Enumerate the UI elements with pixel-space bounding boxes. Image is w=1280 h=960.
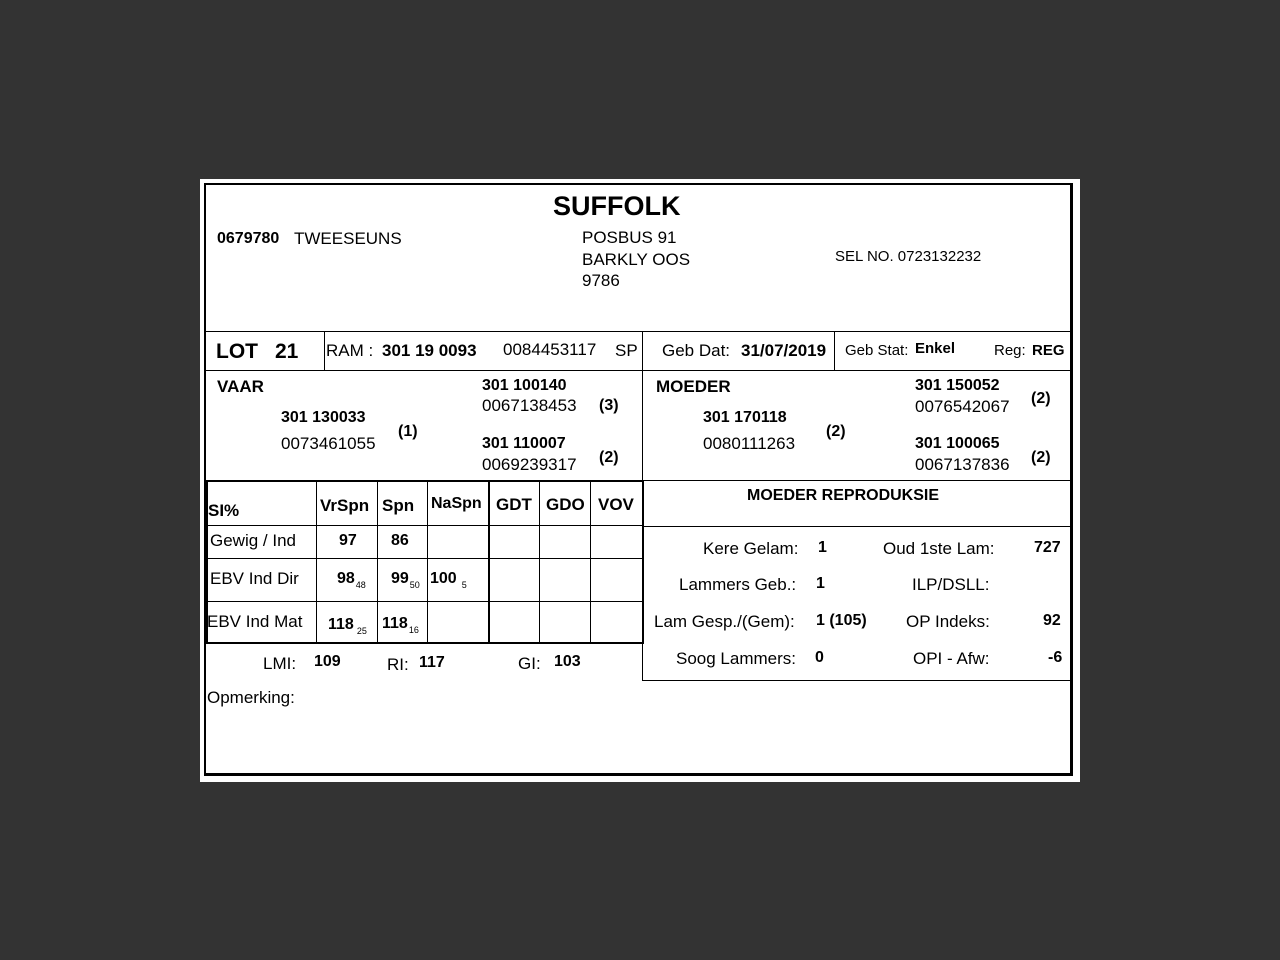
si-row-vrspn: [328, 617, 367, 636]
lammers-geb-label: Lammers Geb.:: [679, 575, 797, 594]
gi-label: GI:: [518, 654, 541, 673]
divider: [206, 525, 644, 526]
moeder-label: MOEDER: [656, 377, 731, 396]
si-row-label: EBV Ind Mat: [207, 612, 303, 631]
si-row-spn: [382, 616, 419, 635]
sel-number: SEL NO. 0723132232: [835, 248, 982, 265]
ram-suffix: SP: [615, 341, 638, 360]
divider: [206, 601, 644, 602]
oud-1ste-lam-label: Oud 1ste Lam:: [883, 539, 995, 558]
lmi-label: LMI:: [263, 654, 297, 673]
si-value-sub: 5: [461, 580, 467, 590]
reg-value: REG: [1032, 342, 1065, 359]
moeder-id: 301 170118: [703, 409, 787, 426]
lot-label: LOT: [216, 340, 258, 363]
divider: [488, 481, 490, 643]
si-row-naspn: [430, 571, 467, 590]
geb-stat-value: Enkel: [915, 340, 956, 357]
si-header-gdo: GDO: [546, 495, 585, 514]
si-header-spn: Spn: [382, 496, 415, 515]
si-header-naspn: NaSpn: [431, 495, 482, 512]
lammers-geb-value: 1: [816, 575, 825, 592]
si-value-sub: 25: [356, 626, 367, 636]
si-header-gdt: GDT: [496, 495, 532, 514]
si-header-vrspn: VrSpn: [320, 496, 370, 515]
lmi-value: 109: [314, 653, 341, 670]
reg-label: Reg:: [994, 342, 1026, 359]
divider: [590, 481, 591, 643]
si-value-sub: 16: [408, 625, 419, 635]
divider: [834, 331, 835, 370]
moeder-sire-code: 0076542067: [915, 397, 1010, 416]
divider: [206, 370, 1070, 371]
vaar-grade: (1): [398, 423, 418, 440]
ilp-dsll-label: ILP/DSLL:: [912, 575, 990, 594]
opmerking-label: Opmerking:: [207, 688, 295, 707]
si-header-vov: VOV: [598, 495, 634, 514]
divider: [642, 481, 644, 643]
ram-id: 301 19 0093: [382, 341, 477, 360]
op-indeks-label: OP Indeks:: [906, 612, 990, 631]
si-value: 98: [337, 570, 355, 587]
si-value: 99: [391, 570, 409, 587]
gi-value: 103: [554, 653, 581, 670]
vaar-dam-id: 301 110007: [482, 435, 566, 452]
ri-value: 117: [419, 654, 445, 671]
vaar-dam-code: 0069239317: [482, 455, 577, 474]
divider: [206, 331, 1070, 332]
si-row-vrspn: 97: [339, 532, 357, 549]
geb-dat-label: Geb Dat:: [662, 341, 731, 360]
ram-code: 0084453117: [503, 340, 597, 359]
owner-address-line1: POSBUS 91: [582, 228, 677, 247]
soog-lammers-value: 0: [815, 649, 824, 666]
moeder-reproduksie-title: MOEDER REPRODUKSIE: [747, 487, 940, 504]
vaar-code: 0073461055: [281, 434, 376, 453]
si-value-sub: 48: [355, 580, 366, 590]
owner-address-line2: BARKLY OOS: [582, 250, 691, 269]
ri-label: RI:: [387, 655, 409, 674]
lam-gesp-value: 1 (105): [816, 612, 867, 629]
moeder-sire-grade: (2): [1031, 390, 1051, 407]
geb-stat-label: Geb Stat:: [845, 342, 909, 359]
si-row-spn: 86: [391, 532, 409, 549]
ram-label: RAM :: [326, 341, 374, 360]
si-row-label: EBV Ind Dir: [210, 569, 299, 588]
vaar-sire-code: 0067138453: [482, 396, 577, 415]
divider: [324, 331, 325, 370]
owner-name: TWEESEUNS: [294, 229, 402, 248]
si-value: 100: [430, 570, 457, 587]
vaar-sire-id: 301 100140: [482, 377, 567, 394]
opi-afw-value: -6: [1048, 649, 1063, 666]
lam-gesp-label: Lam Gesp./(Gem):: [654, 612, 795, 631]
breed-title: SUFFOLK: [553, 191, 681, 221]
si-row-spn: [391, 571, 420, 590]
vaar-dam-grade: (2): [599, 449, 619, 466]
divider: [642, 526, 1070, 527]
si-value-sub: 50: [409, 580, 420, 590]
geb-dat-value: 31/07/2019: [741, 341, 827, 360]
owner-number: 0679780: [217, 230, 280, 247]
kere-gelam-label: Kere Gelam:: [703, 539, 799, 558]
auction-card: [200, 179, 1080, 782]
divider: [316, 481, 317, 643]
divider: [642, 680, 1070, 681]
vaar-sire-grade: (3): [599, 397, 619, 414]
si-row-vrspn: [337, 571, 366, 590]
si-value: 118: [382, 615, 408, 632]
opi-afw-label: OPI - Afw:: [913, 649, 990, 668]
moeder-dam-code: 0067137836: [915, 455, 1010, 474]
op-indeks-value: 92: [1043, 612, 1061, 629]
divider: [539, 481, 540, 643]
owner-address-line3: 9786: [582, 271, 620, 290]
moeder-sire-id: 301 150052: [915, 377, 1000, 394]
moeder-dam-id: 301 100065: [915, 435, 1000, 452]
vaar-label: VAAR: [217, 377, 264, 396]
si-value: 118: [328, 616, 354, 633]
divider: [427, 481, 428, 643]
soog-lammers-label: Soog Lammers:: [676, 649, 796, 668]
divider: [206, 481, 644, 482]
moeder-dam-grade: (2): [1031, 449, 1051, 466]
kere-gelam-value: 1: [818, 539, 827, 556]
divider: [206, 558, 644, 559]
si-header-si: SI%: [208, 501, 240, 520]
divider: [377, 481, 378, 643]
divider: [206, 642, 644, 644]
oud-1ste-lam-value: 727: [1034, 539, 1061, 556]
moeder-grade: (2): [826, 423, 846, 440]
lot-number: 21: [275, 340, 299, 363]
vaar-id: 301 130033: [281, 409, 366, 426]
moeder-code: 0080111263: [703, 434, 796, 453]
si-row-label: Gewig / Ind: [210, 531, 296, 550]
